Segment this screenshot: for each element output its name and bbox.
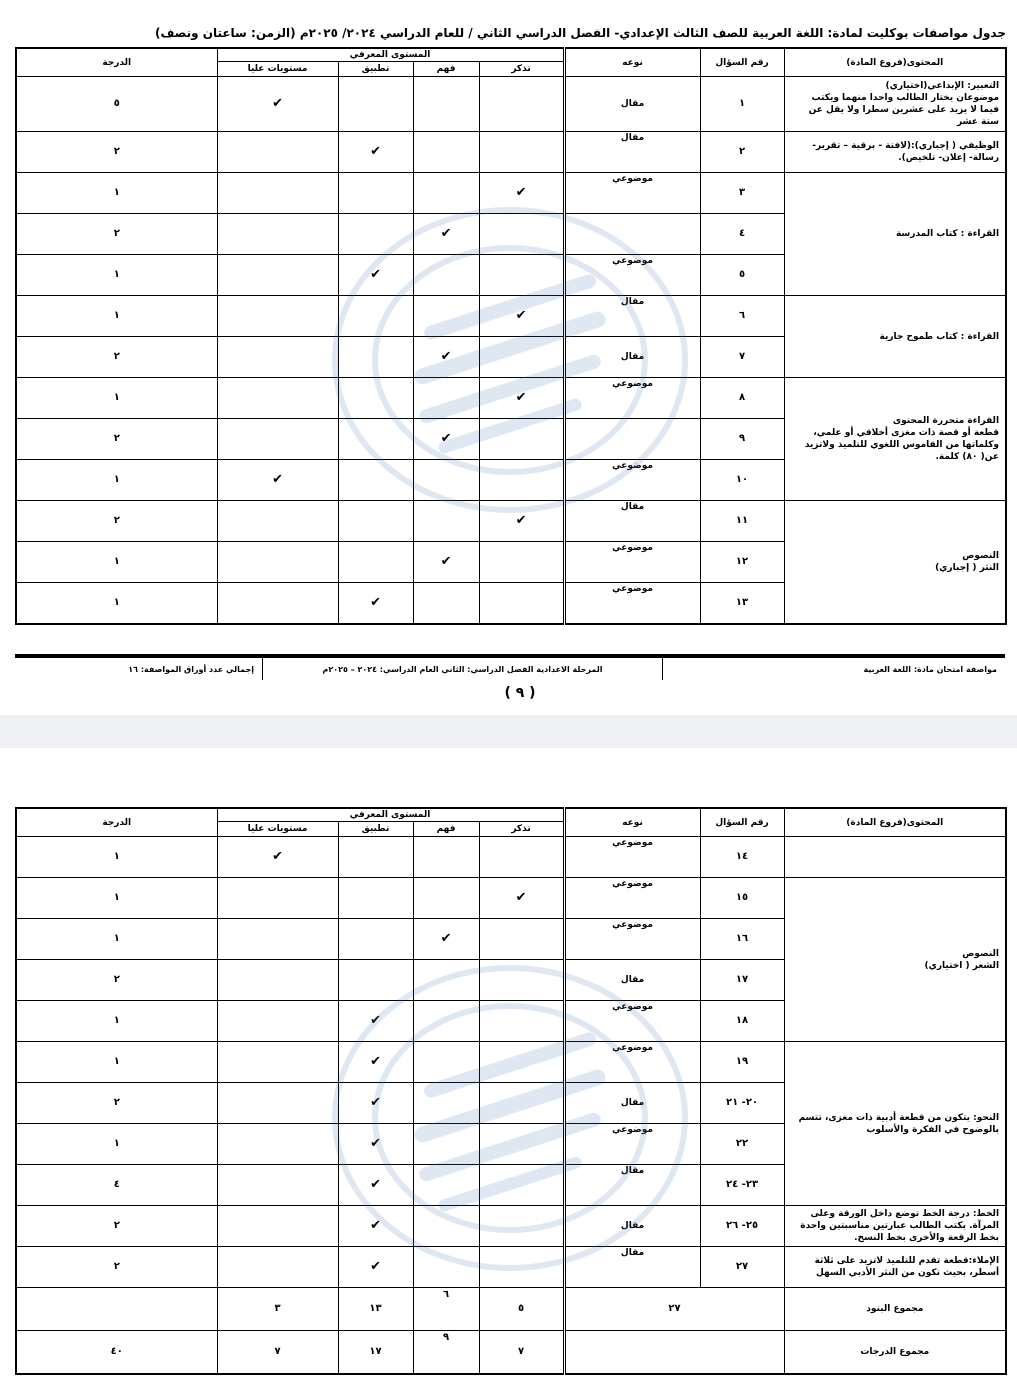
check-icon: ✔ bbox=[515, 390, 527, 406]
level-remember-cell bbox=[479, 173, 564, 214]
question-grade: ٢ bbox=[16, 501, 217, 542]
content-prose-line: النصوص bbox=[962, 550, 1000, 561]
header-understand: فهم bbox=[413, 822, 479, 837]
question-type: مقال bbox=[564, 960, 700, 1001]
spec-page-2 bbox=[0, 748, 1017, 1400]
question-type: موضوعي bbox=[564, 878, 700, 919]
level-higher-cell bbox=[217, 132, 338, 173]
items-remember-count: ٥ bbox=[479, 1288, 564, 1331]
question-type: موضوعي bbox=[564, 1042, 700, 1083]
content-reading-school-line: القراءة : كتاب المدرسة bbox=[895, 229, 1000, 240]
question-grade: ٢ bbox=[16, 337, 217, 378]
level-higher-cell bbox=[217, 460, 338, 501]
question-type: مقال bbox=[564, 1206, 700, 1247]
question-number: ١٩ bbox=[700, 1042, 784, 1083]
level-remember-cell bbox=[479, 132, 564, 173]
items-total-label: مجموع البنود bbox=[784, 1288, 1006, 1331]
header-type: نوعه bbox=[564, 48, 700, 77]
level-apply-cell bbox=[338, 1165, 413, 1206]
question-number: ٤ bbox=[700, 214, 784, 255]
header-content: المحتوى(فروع المادة) bbox=[784, 48, 1006, 77]
header-content: المحتوى(فروع المادة) bbox=[784, 808, 1006, 837]
question-number: ٥ bbox=[700, 255, 784, 296]
level-understand-cell bbox=[413, 460, 479, 501]
spec-table-2 bbox=[15, 807, 1007, 1375]
question-type: موضوعي bbox=[564, 542, 700, 583]
content-dictation-line: الإملاء:قطعة تقدم للتلميذ لاتزيد على ثلاثة أسطر، بحيث تكون من النثر الأدبي السهل bbox=[814, 1256, 1000, 1279]
level-understand-cell bbox=[413, 878, 479, 919]
level-understand-cell bbox=[413, 1042, 479, 1083]
level-remember-cell bbox=[479, 378, 564, 419]
table-row bbox=[16, 501, 1006, 542]
level-higher-cell bbox=[217, 501, 338, 542]
table-row bbox=[16, 77, 1006, 132]
level-understand-cell bbox=[413, 378, 479, 419]
content-poetry-line: الشعر ( اختياري) bbox=[924, 960, 1000, 971]
items-grade-empty bbox=[16, 1288, 217, 1331]
check-icon: ✔ bbox=[370, 1136, 381, 1152]
header-apply: تطبيق bbox=[338, 822, 413, 837]
level-higher-cell bbox=[217, 1083, 338, 1124]
table-row bbox=[16, 1206, 1006, 1247]
level-apply-cell bbox=[338, 1042, 413, 1083]
page-separator bbox=[0, 715, 1017, 748]
grades-higher-total: ٧ bbox=[217, 1331, 338, 1374]
table-row bbox=[16, 132, 1006, 173]
level-higher-cell bbox=[217, 1247, 338, 1288]
question-type: مقال bbox=[564, 501, 700, 542]
question-number: ٩ bbox=[700, 419, 784, 460]
level-remember-cell bbox=[479, 919, 564, 960]
level-higher-cell bbox=[217, 214, 338, 255]
check-icon: ✔ bbox=[370, 144, 381, 160]
question-type: مقال bbox=[564, 296, 700, 337]
question-type: موضوعي bbox=[564, 378, 700, 419]
header-type: نوعه bbox=[564, 808, 700, 837]
level-apply-cell bbox=[338, 1124, 413, 1165]
question-grade: ١ bbox=[16, 1124, 217, 1165]
question-type: موضوعي bbox=[564, 1001, 700, 1042]
content-handwriting-line: الخط: درجة الخط توضع داخل الورقة وعلى المرآة. يكتب الطالب عبارتين مناسبتين واحدة بخط الرقعة والأخرى بخط النسخ. bbox=[800, 1208, 1000, 1244]
level-remember-cell bbox=[479, 460, 564, 501]
level-higher-cell bbox=[217, 296, 338, 337]
check-icon: ✔ bbox=[370, 1259, 381, 1275]
header-higher: مستويات عليا bbox=[217, 62, 338, 77]
check-icon: ✔ bbox=[440, 931, 452, 947]
level-understand-cell bbox=[413, 173, 479, 214]
level-higher-cell bbox=[217, 255, 338, 296]
content-reading-book-line: القراءة : كتاب طموح جارية bbox=[879, 331, 1000, 342]
header-grade: الدرجة bbox=[16, 48, 217, 77]
level-higher-cell bbox=[217, 77, 338, 132]
level-remember-cell bbox=[479, 419, 564, 460]
grades-grand-total: ٤٠ bbox=[16, 1331, 217, 1374]
grades-understand-total: ٩ bbox=[413, 1331, 479, 1374]
question-grade: ٢ bbox=[16, 960, 217, 1001]
level-remember-cell bbox=[479, 542, 564, 583]
level-remember-cell bbox=[479, 77, 564, 132]
level-apply-cell bbox=[338, 173, 413, 214]
question-number: ٢٠- ٢١ bbox=[700, 1083, 784, 1124]
question-grade: ١ bbox=[16, 1001, 217, 1042]
question-type bbox=[564, 419, 700, 460]
level-remember-cell bbox=[479, 960, 564, 1001]
question-number: ١٢ bbox=[700, 542, 784, 583]
question-number: ١٨ bbox=[700, 1001, 784, 1042]
question-number: ٧ bbox=[700, 337, 784, 378]
level-understand-cell bbox=[413, 132, 479, 173]
level-apply-cell bbox=[338, 378, 413, 419]
level-apply-cell bbox=[338, 878, 413, 919]
question-grade: ٢ bbox=[16, 1083, 217, 1124]
level-apply-cell bbox=[338, 1001, 413, 1042]
question-number: ١١ bbox=[700, 501, 784, 542]
question-type: مقال bbox=[564, 132, 700, 173]
question-number: ٨ bbox=[700, 378, 784, 419]
level-remember-cell bbox=[479, 1247, 564, 1288]
content-reading-book bbox=[784, 296, 1006, 378]
question-type: موضوعي bbox=[564, 919, 700, 960]
level-remember-cell bbox=[479, 337, 564, 378]
question-grade: ١ bbox=[16, 173, 217, 214]
question-grade: ١ bbox=[16, 583, 217, 624]
content-expression-line: التعبير: الإبداعي(اختياري) bbox=[885, 80, 1000, 91]
level-higher-cell bbox=[217, 1001, 338, 1042]
items-understand-count: ٦ bbox=[413, 1288, 479, 1331]
level-remember-cell bbox=[479, 1124, 564, 1165]
level-understand-cell bbox=[413, 919, 479, 960]
question-grade: ٢ bbox=[16, 1247, 217, 1288]
question-number: ١٦ bbox=[700, 919, 784, 960]
header-grade: الدرجة bbox=[16, 808, 217, 837]
grades-apply-total: ١٧ bbox=[338, 1331, 413, 1374]
table-row bbox=[16, 1042, 1006, 1083]
level-understand-cell bbox=[413, 837, 479, 878]
level-higher-cell bbox=[217, 1124, 338, 1165]
level-apply-cell bbox=[338, 255, 413, 296]
level-higher-cell bbox=[217, 173, 338, 214]
level-apply-cell bbox=[338, 501, 413, 542]
check-icon: ✔ bbox=[272, 472, 283, 488]
content-dictation bbox=[784, 1247, 1006, 1288]
content-poetry-line: النصوص bbox=[962, 948, 1000, 959]
content-handwriting bbox=[784, 1206, 1006, 1247]
table-row bbox=[16, 1247, 1006, 1288]
question-type: مقال bbox=[564, 1165, 700, 1206]
check-icon: ✔ bbox=[515, 513, 527, 529]
level-understand-cell bbox=[413, 255, 479, 296]
content-reading-school bbox=[784, 173, 1006, 296]
check-icon: ✔ bbox=[370, 1218, 381, 1234]
level-higher-cell bbox=[217, 1165, 338, 1206]
items-total-count: ٢٧ bbox=[564, 1288, 784, 1331]
content-functional bbox=[784, 132, 1006, 173]
table-row bbox=[16, 296, 1006, 337]
question-grade: ١ bbox=[16, 542, 217, 583]
content-grammar bbox=[784, 1042, 1006, 1206]
level-remember-cell bbox=[479, 583, 564, 624]
level-apply-cell bbox=[338, 837, 413, 878]
question-type: موضوعي bbox=[564, 583, 700, 624]
header-cognitive-level: المستوى المعرفي bbox=[217, 808, 564, 822]
table-row bbox=[16, 837, 1006, 878]
check-icon: ✔ bbox=[515, 185, 527, 201]
level-understand-cell bbox=[413, 296, 479, 337]
question-grade: ٢ bbox=[16, 1206, 217, 1247]
question-grade: ٢ bbox=[16, 132, 217, 173]
level-apply-cell bbox=[338, 1247, 413, 1288]
question-type: موضوعي bbox=[564, 255, 700, 296]
content-prose-line: النثر ( إجباري) bbox=[935, 562, 1000, 573]
level-understand-cell bbox=[413, 1206, 479, 1247]
footer-subject: مواصفة امتحان مادة: اللغة العربية bbox=[662, 658, 1005, 680]
content-poetry bbox=[784, 878, 1006, 1042]
level-remember-cell bbox=[479, 1206, 564, 1247]
header-apply: تطبيق bbox=[338, 62, 413, 77]
question-type: مقال bbox=[564, 337, 700, 378]
question-number: ١٠ bbox=[700, 460, 784, 501]
question-type: موضوعي bbox=[564, 173, 700, 214]
question-grade: ١ bbox=[16, 460, 217, 501]
question-grade: ٢ bbox=[16, 214, 217, 255]
content-blank bbox=[784, 837, 1006, 878]
level-understand-cell bbox=[413, 583, 479, 624]
level-apply-cell bbox=[338, 960, 413, 1001]
page-title: جدول مواصفات بوكليت لمادة: اللغة العربية للصف الثالث الإعدادي- الفصل الدراسي الثاني / للعام الدراسي ٢٠٢٤/ ٢٠٢٥م (الزمن: ساعتان ونصف) bbox=[154, 26, 1006, 40]
level-higher-cell bbox=[217, 837, 338, 878]
level-understand-cell bbox=[413, 214, 479, 255]
level-remember-cell bbox=[479, 1042, 564, 1083]
question-type: مقال bbox=[564, 1083, 700, 1124]
question-grade: ١ bbox=[16, 255, 217, 296]
level-apply-cell bbox=[338, 296, 413, 337]
header-understand: فهم bbox=[413, 62, 479, 77]
question-type: موضوعي bbox=[564, 837, 700, 878]
level-higher-cell bbox=[217, 542, 338, 583]
level-apply-cell bbox=[338, 337, 413, 378]
question-number: ٢٧ bbox=[700, 1247, 784, 1288]
header-remember: تذكر bbox=[479, 822, 564, 837]
header-cognitive-level: المستوى المعرفي bbox=[217, 48, 564, 62]
level-remember-cell bbox=[479, 255, 564, 296]
question-grade: ١ bbox=[16, 296, 217, 337]
question-number: ٢٣- ٢٤ bbox=[700, 1165, 784, 1206]
level-understand-cell bbox=[413, 960, 479, 1001]
question-type: مقال bbox=[564, 77, 700, 132]
content-free-reading-line: قطعة أو قصة ذات مغزى أخلاقي أو علمي، وكلماتها من القاموس اللغوي للتلميذ ولاتزيد عن( ٨٠) كلمة. bbox=[804, 428, 1000, 463]
question-number: ٢٢ bbox=[700, 1124, 784, 1165]
check-icon: ✔ bbox=[272, 96, 283, 112]
level-apply-cell bbox=[338, 460, 413, 501]
header-question-number: رقم السؤال bbox=[700, 808, 784, 837]
grades-total-label: مجموع الدرجات bbox=[784, 1331, 1006, 1374]
content-expression bbox=[784, 77, 1006, 132]
level-remember-cell bbox=[479, 501, 564, 542]
level-apply-cell bbox=[338, 542, 413, 583]
check-icon: ✔ bbox=[370, 1054, 381, 1070]
level-remember-cell bbox=[479, 878, 564, 919]
page-footer bbox=[15, 658, 1005, 680]
level-higher-cell bbox=[217, 583, 338, 624]
level-higher-cell bbox=[217, 378, 338, 419]
question-number: ٢ bbox=[700, 132, 784, 173]
question-number: ٣ bbox=[700, 173, 784, 214]
table-row bbox=[16, 378, 1006, 419]
level-apply-cell bbox=[338, 214, 413, 255]
check-icon: ✔ bbox=[440, 226, 452, 242]
question-number: ٦ bbox=[700, 296, 784, 337]
content-prose bbox=[784, 501, 1006, 624]
check-icon: ✔ bbox=[515, 308, 527, 324]
level-apply-cell bbox=[338, 1083, 413, 1124]
content-grammar-line: النحو: يتكون من قطعة أدبية ذات مغزى، تتسم بالوضوح في الفكرة والأسلوب bbox=[798, 1112, 1000, 1135]
question-number: ١٤ bbox=[700, 837, 784, 878]
level-apply-cell bbox=[338, 1206, 413, 1247]
level-remember-cell bbox=[479, 214, 564, 255]
level-remember-cell bbox=[479, 1083, 564, 1124]
question-grade: ١ bbox=[16, 1042, 217, 1083]
level-understand-cell bbox=[413, 501, 479, 542]
level-understand-cell bbox=[413, 419, 479, 460]
level-remember-cell bbox=[479, 1165, 564, 1206]
level-understand-cell bbox=[413, 1124, 479, 1165]
items-apply-count: ١٣ bbox=[338, 1288, 413, 1331]
footer-stage: المرحلة الاعدادية الفصل الدراسي: الثاني العام الدراسي: ٢٠٢٤ – ٢٠٢٥م bbox=[262, 658, 662, 680]
header-question-number: رقم السؤال bbox=[700, 48, 784, 77]
content-expression-line: موضوعان يختار الطالب واحدا منهما ويكتب فيما لا يزيد على عشرين سطرا ولا يقل عن ستة عشر bbox=[808, 93, 1000, 128]
question-type: مقال bbox=[564, 1247, 700, 1288]
footer-total-pages: إجمالي عدد أوراق المواصفة: ١٦ bbox=[128, 664, 254, 674]
content-free-reading bbox=[784, 378, 1006, 501]
question-type bbox=[564, 214, 700, 255]
level-remember-cell bbox=[479, 837, 564, 878]
check-icon: ✔ bbox=[515, 890, 527, 906]
question-grade: ٥ bbox=[16, 77, 217, 132]
check-icon: ✔ bbox=[440, 554, 452, 570]
question-grade: ٢ bbox=[16, 419, 217, 460]
table-row bbox=[16, 878, 1006, 919]
question-grade: ١ bbox=[16, 919, 217, 960]
header-higher: مستويات عليا bbox=[217, 822, 338, 837]
items-higher-count: ٣ bbox=[217, 1288, 338, 1331]
grades-remember-total: ٧ bbox=[479, 1331, 564, 1374]
level-understand-cell bbox=[413, 337, 479, 378]
level-apply-cell bbox=[338, 419, 413, 460]
level-understand-cell bbox=[413, 1083, 479, 1124]
level-remember-cell bbox=[479, 296, 564, 337]
content-functional-line: الوظيفي ( إجباري):(لافتة - برقية – تقرير- رسالة- إعلان- تلخيص). bbox=[812, 141, 1000, 164]
question-number: ١٣ bbox=[700, 583, 784, 624]
question-type: موضوعي bbox=[564, 1124, 700, 1165]
level-apply-cell bbox=[338, 583, 413, 624]
header-remember: تذكر bbox=[479, 62, 564, 77]
question-grade: ١ bbox=[16, 378, 217, 419]
check-icon: ✔ bbox=[370, 1177, 381, 1193]
grades-total-empty bbox=[564, 1331, 784, 1374]
check-icon: ✔ bbox=[440, 349, 452, 365]
check-icon: ✔ bbox=[370, 267, 381, 283]
level-understand-cell bbox=[413, 1165, 479, 1206]
level-higher-cell bbox=[217, 1206, 338, 1247]
level-apply-cell bbox=[338, 132, 413, 173]
question-number: ١٧ bbox=[700, 960, 784, 1001]
check-icon: ✔ bbox=[370, 595, 381, 611]
level-higher-cell bbox=[217, 1042, 338, 1083]
check-icon: ✔ bbox=[440, 431, 452, 447]
level-understand-cell bbox=[413, 77, 479, 132]
level-higher-cell bbox=[217, 919, 338, 960]
question-grade: ١ bbox=[16, 878, 217, 919]
level-remember-cell bbox=[479, 1001, 564, 1042]
check-icon: ✔ bbox=[272, 849, 283, 865]
question-grade: ١ bbox=[16, 837, 217, 878]
check-icon: ✔ bbox=[370, 1013, 381, 1029]
level-higher-cell bbox=[217, 419, 338, 460]
level-apply-cell bbox=[338, 919, 413, 960]
level-understand-cell bbox=[413, 542, 479, 583]
level-higher-cell bbox=[217, 878, 338, 919]
level-understand-cell bbox=[413, 1247, 479, 1288]
table-row bbox=[16, 173, 1006, 214]
level-understand-cell bbox=[413, 1001, 479, 1042]
question-grade: ٤ bbox=[16, 1165, 217, 1206]
page-number: ( ٩ ) bbox=[504, 685, 536, 701]
level-apply-cell bbox=[338, 77, 413, 132]
spec-table-1 bbox=[15, 47, 1007, 625]
level-higher-cell bbox=[217, 337, 338, 378]
check-icon: ✔ bbox=[370, 1095, 381, 1111]
level-higher-cell bbox=[217, 960, 338, 1001]
question-type: موضوعي bbox=[564, 460, 700, 501]
question-number: ١ bbox=[700, 77, 784, 132]
question-number: ١٥ bbox=[700, 878, 784, 919]
question-number: ٢٥- ٢٦ bbox=[700, 1206, 784, 1247]
content-free-reading-line: القراءة متحررة المحتوى bbox=[892, 415, 1000, 426]
